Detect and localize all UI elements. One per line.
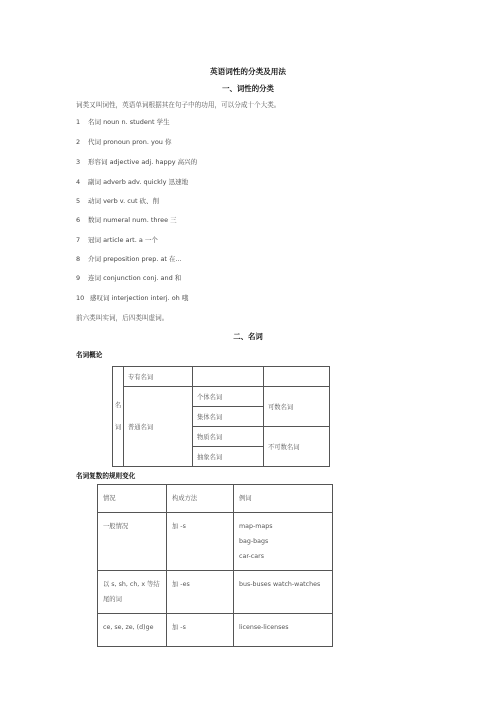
proper-noun-label: 专有名词	[128, 374, 154, 381]
list-item	[76, 293, 188, 302]
uncountable-label: 不可数名词	[268, 444, 300, 451]
method-cell	[167, 614, 234, 647]
table-row	[98, 571, 333, 614]
item-text: 名词 noun n. student 学生	[88, 118, 170, 126]
header-situation: 情况	[103, 495, 116, 502]
abstract-noun-cell	[193, 447, 264, 467]
situation-cell	[98, 571, 167, 614]
item-text: 形容词 adjective adj. happy 高兴的	[88, 158, 198, 166]
root-noun-cell	[113, 367, 124, 467]
method-cell	[167, 513, 234, 571]
item-text: 代词 pronoun pron. you 你	[88, 138, 172, 146]
plural-rules-label: 名词复数的规则变化	[76, 472, 136, 480]
list-item	[76, 177, 188, 186]
header-cell	[98, 485, 167, 513]
list-item	[76, 137, 172, 146]
list-item	[76, 117, 170, 126]
section-heading-word-classes: 一、词性的分类	[222, 84, 274, 93]
example-word: bag-bags	[239, 538, 269, 545]
example-word: car-cars	[239, 553, 264, 560]
item-number: 5	[76, 197, 81, 205]
header-examples: 例词	[239, 495, 252, 502]
item-number: 8	[76, 255, 81, 263]
list-item	[76, 235, 158, 244]
method-cell	[167, 571, 234, 614]
uncountable-cell	[264, 427, 330, 467]
section-heading-nouns: 二、名词	[233, 332, 263, 341]
table-header-row	[98, 485, 333, 513]
header-cell	[167, 485, 234, 513]
situation-text: 以 s, sh, ch, x 等结尾的词	[103, 581, 160, 603]
list-item	[76, 215, 177, 224]
noun-concept-label: 名词概论	[76, 351, 103, 359]
item-text: 数词 numeral num. three 三	[88, 216, 177, 224]
item-number: 1	[76, 118, 81, 126]
item-number: 3	[76, 158, 81, 166]
item-text: 感叹词 interjection interj. oh 哦	[90, 294, 189, 302]
summary-text: 前六类叫实词，后四类叫虚词。	[76, 314, 169, 322]
item-text: 冠词 article art. a 一个	[88, 236, 158, 244]
item-text: 介词 preposition prep. at 在...	[88, 255, 182, 263]
header-cell	[234, 485, 333, 513]
list-item	[76, 157, 197, 166]
item-number: 4	[76, 178, 81, 186]
example-word: license-licenses	[239, 624, 289, 631]
situation-text: 一般情况	[103, 523, 129, 530]
item-text: 连词 conjunction conj. and 和	[88, 274, 182, 282]
page-title: 英语词性的分类及用法	[210, 67, 286, 76]
list-item	[76, 254, 182, 263]
examples-cell	[234, 571, 333, 614]
material-noun-label: 物质名词	[197, 434, 223, 441]
item-number: 2	[76, 138, 81, 146]
header-method: 构成方法	[172, 495, 198, 502]
noun-classification-table	[112, 366, 330, 467]
list-item	[76, 273, 181, 282]
item-number: 6	[76, 216, 81, 224]
item-number: 10	[76, 294, 85, 302]
method-text: 加 -s	[172, 523, 186, 530]
example-word: bus-buses watch-watches	[239, 581, 321, 588]
intro-paragraph: 词类又叫词性，英语单词根据其在句子中的功用，可以分成十个大类。	[76, 101, 281, 109]
table-row	[98, 513, 333, 571]
individual-noun-label: 个体名词	[197, 394, 223, 401]
collective-noun-label: 集体名词	[197, 414, 223, 421]
abstract-noun-label: 抽象名词	[197, 454, 223, 461]
list-item	[76, 196, 159, 205]
method-text: 加 -es	[172, 581, 190, 588]
common-noun-cell	[124, 387, 193, 467]
collective-noun-cell	[193, 407, 264, 427]
empty-cell	[193, 367, 264, 387]
item-number: 9	[76, 274, 81, 282]
plural-rules-table	[97, 484, 333, 647]
method-text: 加 -s	[172, 624, 186, 631]
countable-cell	[264, 387, 330, 427]
examples-cell	[234, 614, 333, 647]
item-text: 副词 adverb adv. quickly 迅速地	[88, 178, 189, 186]
table-row	[98, 614, 333, 647]
root-noun-label: 名词	[114, 401, 122, 431]
countable-label: 可数名词	[268, 404, 294, 411]
situation-cell	[98, 614, 167, 647]
proper-noun-cell	[124, 367, 193, 387]
situation-cell	[98, 513, 167, 571]
common-noun-label: 普通名词	[128, 424, 154, 431]
example-word: map-maps	[239, 523, 273, 530]
examples-cell	[234, 513, 333, 571]
individual-noun-cell	[193, 387, 264, 407]
situation-text: ce, se, ze, (d)ge	[103, 624, 154, 631]
item-number: 7	[76, 236, 81, 244]
item-text: 动词 verb v. cut 砍、削	[88, 197, 160, 205]
material-noun-cell	[193, 427, 264, 447]
empty-cell	[264, 367, 330, 387]
